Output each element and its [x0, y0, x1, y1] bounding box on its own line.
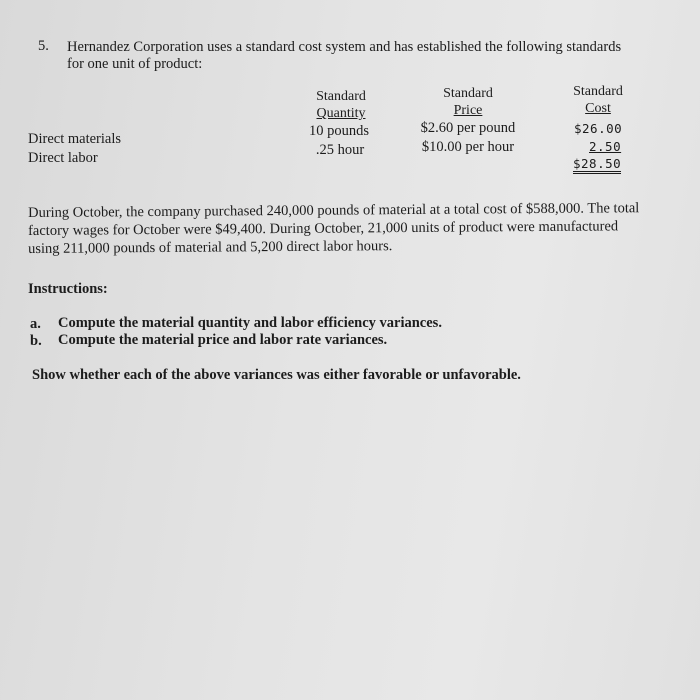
instructions-note: Show whether each of the above variances was either favorable or unfavorable.	[32, 367, 521, 383]
col-head-price-bottom: Price	[453, 103, 483, 118]
cell-labor-price: $10.00 per hour	[421, 139, 515, 155]
col-head-cost	[556, 83, 640, 117]
instruction-a-text: Compute the material quantity and labor efficiency variances.	[58, 315, 442, 331]
problem-number: 5.	[38, 38, 49, 54]
problem-intro-line-2: for one unit of product:	[67, 56, 203, 72]
cell-materials-price: $2.60 per pound	[420, 120, 516, 136]
cell-materials-cost: $26.00	[574, 121, 623, 136]
col-head-quantity-top: Standard	[316, 89, 366, 104]
total-standard-cost: $28.50	[573, 157, 621, 174]
instruction-a-marker: a.	[30, 316, 41, 332]
cell-labor-cost: 2.50	[589, 139, 622, 154]
instruction-b-text: Compute the material price and labor rate variances.	[58, 332, 388, 348]
october-line-1: During October, the company purchased 240,000 pounds of material at a total cost of $588,000. The total	[28, 200, 640, 221]
october-line-2: factory wages for October were $49,400. During October, 21,000 units of product were manufactured	[28, 218, 619, 239]
col-head-price	[418, 85, 518, 119]
col-head-quantity-bottom: Quantity	[316, 106, 366, 121]
cell-materials-quantity: 10 pounds	[308, 123, 370, 139]
col-head-price-top: Standard	[443, 86, 493, 101]
cell-labor-quantity: .25 hour	[315, 142, 365, 158]
col-head-cost-top: Standard	[573, 84, 623, 99]
row-label-direct-labor: Direct labor	[28, 150, 98, 166]
row-label-direct-materials: Direct materials	[28, 131, 121, 147]
col-head-quantity	[296, 88, 386, 122]
problem-intro-line-1: Hernandez Corporation uses a standard cost system and has established the following standards	[67, 39, 622, 55]
col-head-cost-bottom: Cost	[585, 101, 611, 116]
instruction-b-marker: b.	[30, 333, 42, 349]
october-line-3: using 211,000 pounds of material and 5,200 direct labor hours.	[28, 238, 393, 257]
instructions-heading: Instructions:	[28, 281, 108, 297]
